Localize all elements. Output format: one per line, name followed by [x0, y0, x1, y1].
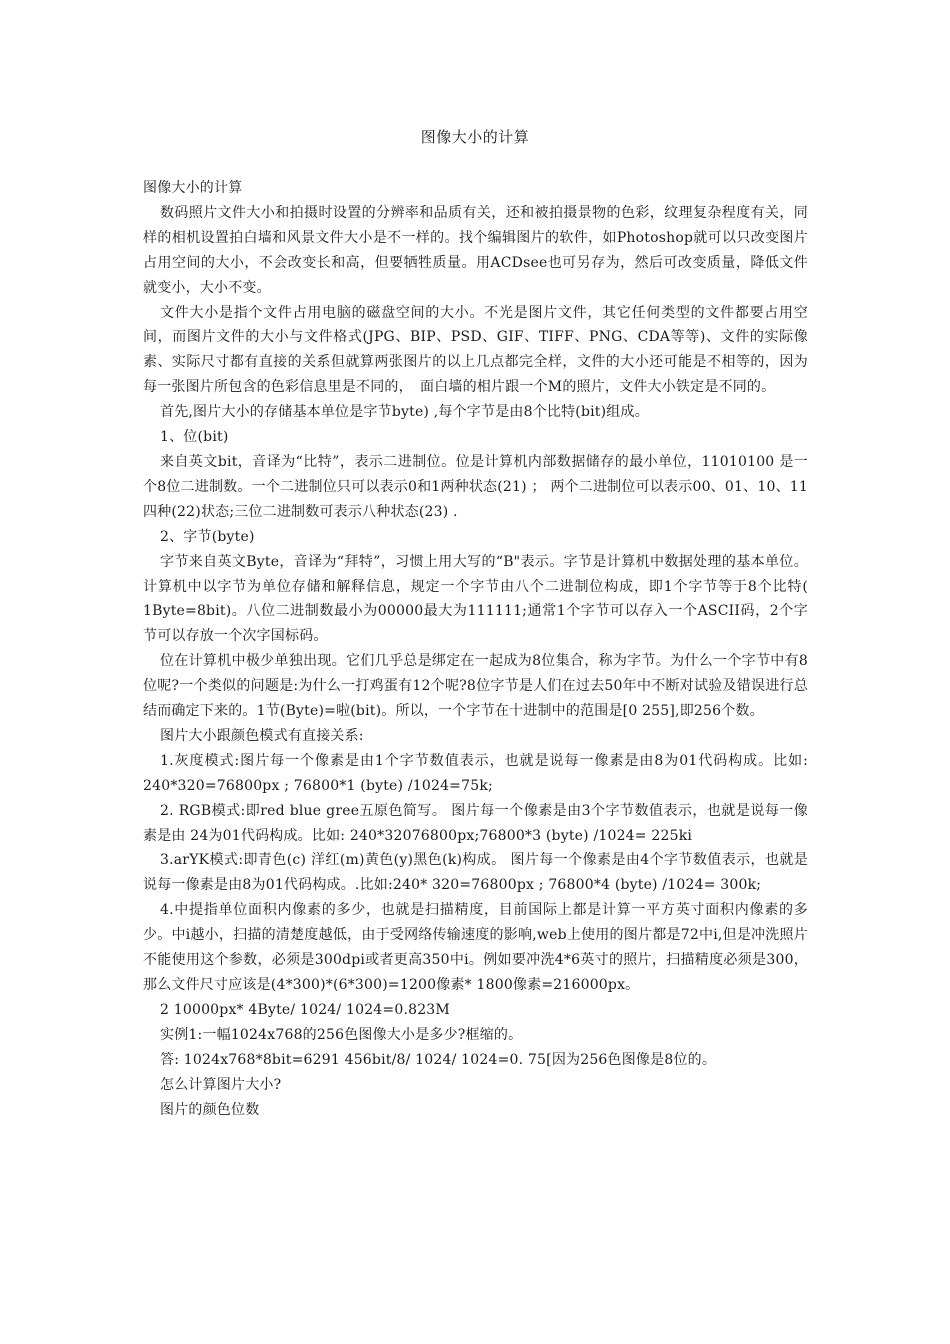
paragraph: 图片的颜色位数	[160, 1101, 260, 1118]
paragraph: 图像大小的计算	[143, 180, 243, 196]
paragraph: 图片大小跟颜色模式有直接关系:	[160, 727, 364, 744]
paragraph: 实例1:一幅1024x768的256色图像大小是多少?框缩的。	[160, 1026, 523, 1043]
paragraph: 数码照片文件大小和拍摄时设置的分辨率和品质有关，还和被拍摄景物的色彩，纹理复杂程度有关，同样的相机设置拍白墙和风景文件大小是不一样的。找个编辑图片的软件，如Photoshop就可以只改变图片占用空间的大小，不会改变长和高，但要牺牲质量。用ACDsee也可另存为，然后可改变质量，降低文件就变小，大小不变。	[143, 204, 808, 296]
paragraph: 首先,图片大小的存储基本单位是字节byte) ,每个字节是由8个比特(bit)组成。	[160, 404, 649, 421]
paragraph: 2 10000px* 4Byte/ 1024/ 1024=0.823M	[160, 1001, 450, 1018]
paragraph: 2. RGB模式:即red blue gree五原色简写。 图片每一个像素是由3个字节数值表示，也就是说每一像素是由 24为01代码构成。比如: 240*32076800px;76800*3 (byte) /1024= 225ki	[143, 802, 808, 844]
paragraph: 1.灰度模式:图片每一个像素是由1个字节数值表示，也就是说每一像素是由8为01代码构成。比如: 240*320=76800px ; 76800*1 (byte) /1024=75k;	[143, 752, 808, 794]
paragraph: 2、字节(byte)	[160, 528, 255, 545]
document-title: 图像大小的计算	[420, 128, 530, 146]
paragraph: 1、位(bit)	[160, 429, 229, 446]
paragraph: 字节来自英文Byte，音译为“拜特”，习惯上用大写的“B"表示。字节是计算机中数据处理的基本单位。计算机中以字节为单位存储和解释信息，规定一个字节由八个二进制位构成，即1个字节等于8个比特( 1Byte=8bit)。八位二进制数最小为00000最大为111111;通常1个字节可以存入一个ASCII码，2个字节可以存放一个次字国标码。	[143, 553, 808, 645]
document-body	[143, 176, 808, 1122]
paragraph: 文件大小是指个文件占用电脑的磁盘空间的大小。不光是图片文件，其它任何类型的文件都要占用空间，而图片文件的大小与文件格式(JPG、BIP、PSD、GIF、TIFF、PNG、CDA等等)、文件的实际像素、实际尺寸都有直接的关系但就算两张图片的以上几点都完全样，文件的大小还可能是不相等的，因为每一张图片所包含的色彩信息里是不同的， 面白墙的相片跟一个M的照片，文件大小铁定是不同的。	[143, 304, 808, 396]
paragraph: 4.中提指单位面积内像素的多少，也就是扫描精度，目前国际上都是计算一平方英寸面积内像素的多少。中i越小，扫描的清楚度越低，由于受网络传输速度的影响,web上使用的图片都是72中i,但是冲洗照片不能使用这个参数，必须是300dpi或者更高350中i。例如要冲洗4*6英寸的照片，扫描精度必须是300，那么文件尺寸应该是(4*300)*(6*300)=1200像素* 1800像素=216000px。	[143, 902, 808, 993]
paragraph: 怎么计算图片大小?	[160, 1076, 282, 1093]
paragraph: 3.arYK模式:即青色(c) 洋红(m)黄色(y)黑色(k)构成。 图片每一个像素是由4个字节数值表示，也就是说每一像素是由8为01代码构成。.比如:240* 320=76800px ; 76800*4 (byte) /1024= 300k;	[143, 852, 808, 894]
paragraph: 来自英文bit，音译为“比特”，表示二进制位。位是计算机内部数据储存的最小单位，11010100 是一个8位二进制数。一个二进制位只可以表示0和1两种状态(21) ； 两个二进制位可以表示00、01、10、11四种(22)状态;三位二进制数可表示八种状态(23) .	[143, 453, 808, 520]
paragraph: 答: 1024x768*8bit=6291 456bit/8/ 1024/ 1024=0. 75[因为256色图像是8位的。	[160, 1051, 717, 1068]
paragraph: 位在计算机中极少单独出现。它们几乎总是绑定在一起成为8位集合，称为字节。为什么一个字节中有8位呢?一个类似的问题是:为什么一打鸡蛋有12个呢?8位字节是人们在过去50年中不断对试验及错误进行总结而确定下来的。1节(Byte)=啦(bit)。所以，一个字节在十进制中的范围是[0 255],即256个数。	[143, 653, 808, 720]
